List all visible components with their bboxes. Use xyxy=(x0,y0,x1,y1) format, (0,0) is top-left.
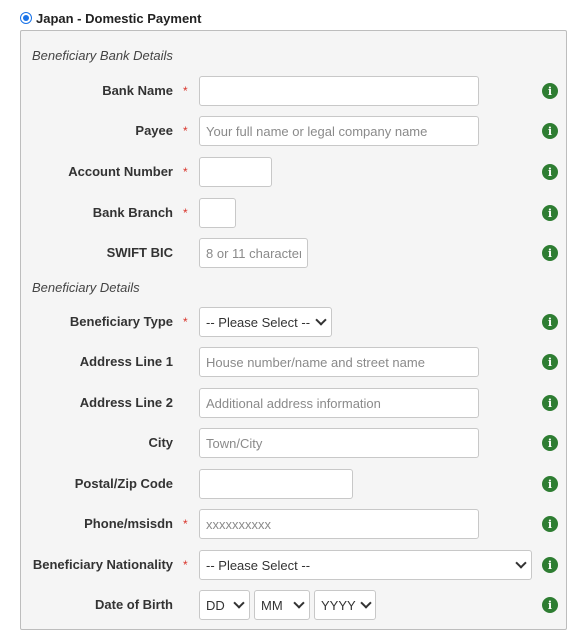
required-marker: * xyxy=(183,165,188,179)
required-marker: * xyxy=(183,84,188,98)
dob-day-select[interactable] xyxy=(199,590,250,620)
info-icon[interactable]: i xyxy=(542,205,558,221)
chevron-down-icon xyxy=(293,597,304,608)
required-marker: * xyxy=(183,315,188,329)
nationality-select[interactable] xyxy=(199,550,532,580)
dob-year-select[interactable] xyxy=(314,590,376,620)
chevron-down-icon xyxy=(315,314,326,325)
required-marker: * xyxy=(183,206,188,220)
nationality-label: Beneficiary Nationality xyxy=(32,557,173,572)
dob-month-select[interactable] xyxy=(254,590,310,620)
dob-day-value: DD xyxy=(206,597,225,613)
postal-code-input[interactable] xyxy=(199,469,353,499)
info-icon[interactable]: i xyxy=(542,314,558,330)
account-number-input[interactable] xyxy=(199,157,272,187)
payment-option-label: Japan - Domestic Payment xyxy=(36,10,202,26)
chevron-down-icon xyxy=(515,557,526,568)
bank-branch-label: Bank Branch xyxy=(92,205,173,220)
section-title-bank-details: Beneficiary Bank Details xyxy=(32,48,173,63)
radio-button[interactable] xyxy=(20,12,32,24)
city-input[interactable] xyxy=(199,428,479,458)
phone-label: Phone/msisdn xyxy=(84,516,173,531)
dob-year-value: YYYY xyxy=(321,597,356,613)
dob-month-value: MM xyxy=(261,597,283,613)
info-icon[interactable]: i xyxy=(542,245,558,261)
required-marker: * xyxy=(183,517,188,531)
address-line-1-input[interactable] xyxy=(199,347,479,377)
info-icon[interactable]: i xyxy=(542,354,558,370)
date-of-birth-label: Date of Birth xyxy=(95,597,173,612)
address-line-2-label: Address Line 2 xyxy=(79,395,173,410)
info-icon[interactable]: i xyxy=(542,597,558,613)
nationality-value: -- Please Select -- xyxy=(206,557,311,573)
info-icon[interactable]: i xyxy=(542,83,558,99)
payment-option-japan-domestic[interactable] xyxy=(20,9,201,27)
info-icon[interactable]: i xyxy=(542,516,558,532)
required-marker: * xyxy=(183,558,188,572)
beneficiary-type-value: -- Please Select -- xyxy=(206,314,311,330)
info-icon[interactable]: i xyxy=(542,123,558,139)
phone-input[interactable] xyxy=(199,509,479,539)
bank-name-label: Bank Name xyxy=(102,83,173,98)
info-icon[interactable]: i xyxy=(542,435,558,451)
bank-branch-input[interactable] xyxy=(199,198,236,228)
address-line-2-input[interactable] xyxy=(199,388,479,418)
swift-bic-label: SWIFT BIC xyxy=(106,245,173,260)
bank-name-input[interactable] xyxy=(199,76,479,106)
info-icon[interactable]: i xyxy=(542,395,558,411)
info-icon[interactable]: i xyxy=(542,476,558,492)
city-label: City xyxy=(148,435,173,450)
payee-input[interactable] xyxy=(199,116,479,146)
payee-label: Payee xyxy=(135,123,173,138)
beneficiary-type-label: Beneficiary Type xyxy=(69,314,173,329)
beneficiary-type-select[interactable] xyxy=(199,307,332,337)
section-title-beneficiary-details: Beneficiary Details xyxy=(32,280,140,295)
required-marker: * xyxy=(183,124,188,138)
account-number-label: Account Number xyxy=(68,164,173,179)
chevron-down-icon xyxy=(233,597,244,608)
info-icon[interactable]: i xyxy=(542,164,558,180)
swift-bic-input[interactable] xyxy=(199,238,308,268)
chevron-down-icon xyxy=(360,597,371,608)
postal-code-label: Postal/Zip Code xyxy=(74,476,173,491)
info-icon[interactable]: i xyxy=(542,557,558,573)
address-line-1-label: Address Line 1 xyxy=(79,354,173,369)
